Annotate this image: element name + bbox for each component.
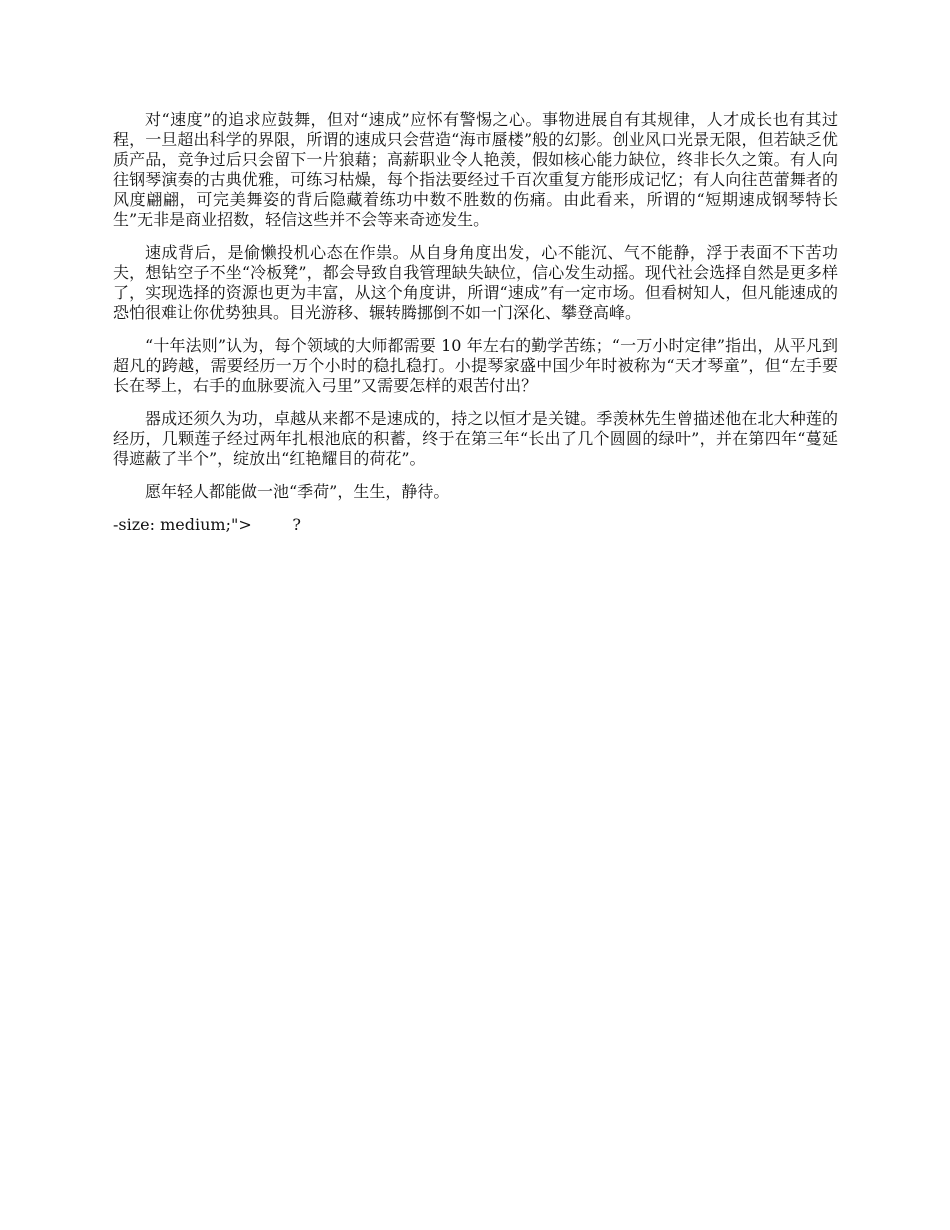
document-body [113,110,838,535]
paragraph-4: 器成还须久为功，卓越从来都不是速成的，持之以恒才是关键。季羡林先生曾描述他在北大种莲的经历，几颗莲子经过两年扎根池底的积蓄，终于在第三年“长出了几个圆圆的绿叶”，并在第四年“蔓延得遮蔽了半个”，绽放出“红艳耀目的荷花”。 [113,409,838,468]
paragraph-1: 对“速度”的追求应鼓舞，但对“速成”应怀有警惕之心。事物进展自有其规律，人才成长也有其过程，一旦超出科学的界限，所谓的速成只会营造“海市蜃楼”般的幻影。创业风口光景无限，但若缺乏优质产品，竞争过后只会留下一片狼藉；高薪职业令人艳羡，假如核心能力缺位，终非长久之策。有人向往钢琴演奏的古典优雅，可练习枯燥，每个指法要经过千百次重复方能形成记忆；有人向往芭蕾舞者的风度翩翩，可完美舞姿的背后隐藏着练功中数不胜数的伤痛。由此看来，所谓的“短期速成钢琴特长生”无非是商业招数，轻信这些并不会等来奇迹发生。 [113,110,838,229]
paragraph-3: “十年法则”认为，每个领域的大师都需要 10 年左右的勤学苦练；“一万小时定律”指出，从平凡到超凡的跨越，需要经历一万个小时的稳扎稳打。小提琴家盛中国少年时被称为“天才琴童”，但“左手要长在琴上，右手的血脉要流入弓里”又需要怎样的艰苦付出？ [113,336,838,395]
markup-residue-text: -size: medium;"> ? [113,515,302,534]
paragraph-5: 愿年轻人都能做一池“季荷”，生生，静待。 [145,482,450,501]
paragraph-2: 速成背后，是偷懒投机心态在作祟。从自身角度出发，心不能沉、气不能静，浮于表面不下苦功夫，想钻空子不坐“冷板凳”，都会导致自我管理缺失缺位，信心发生动摇。现代社会选择自然是更多样了，实现选择的资源也更为丰富，从这个角度讲，所谓“速成”有一定市场。但看树知人，但凡能速成的恐怕很难让你优势独具。目光游移、辗转腾挪倒不如一门深化、攀登高峰。 [113,243,838,322]
